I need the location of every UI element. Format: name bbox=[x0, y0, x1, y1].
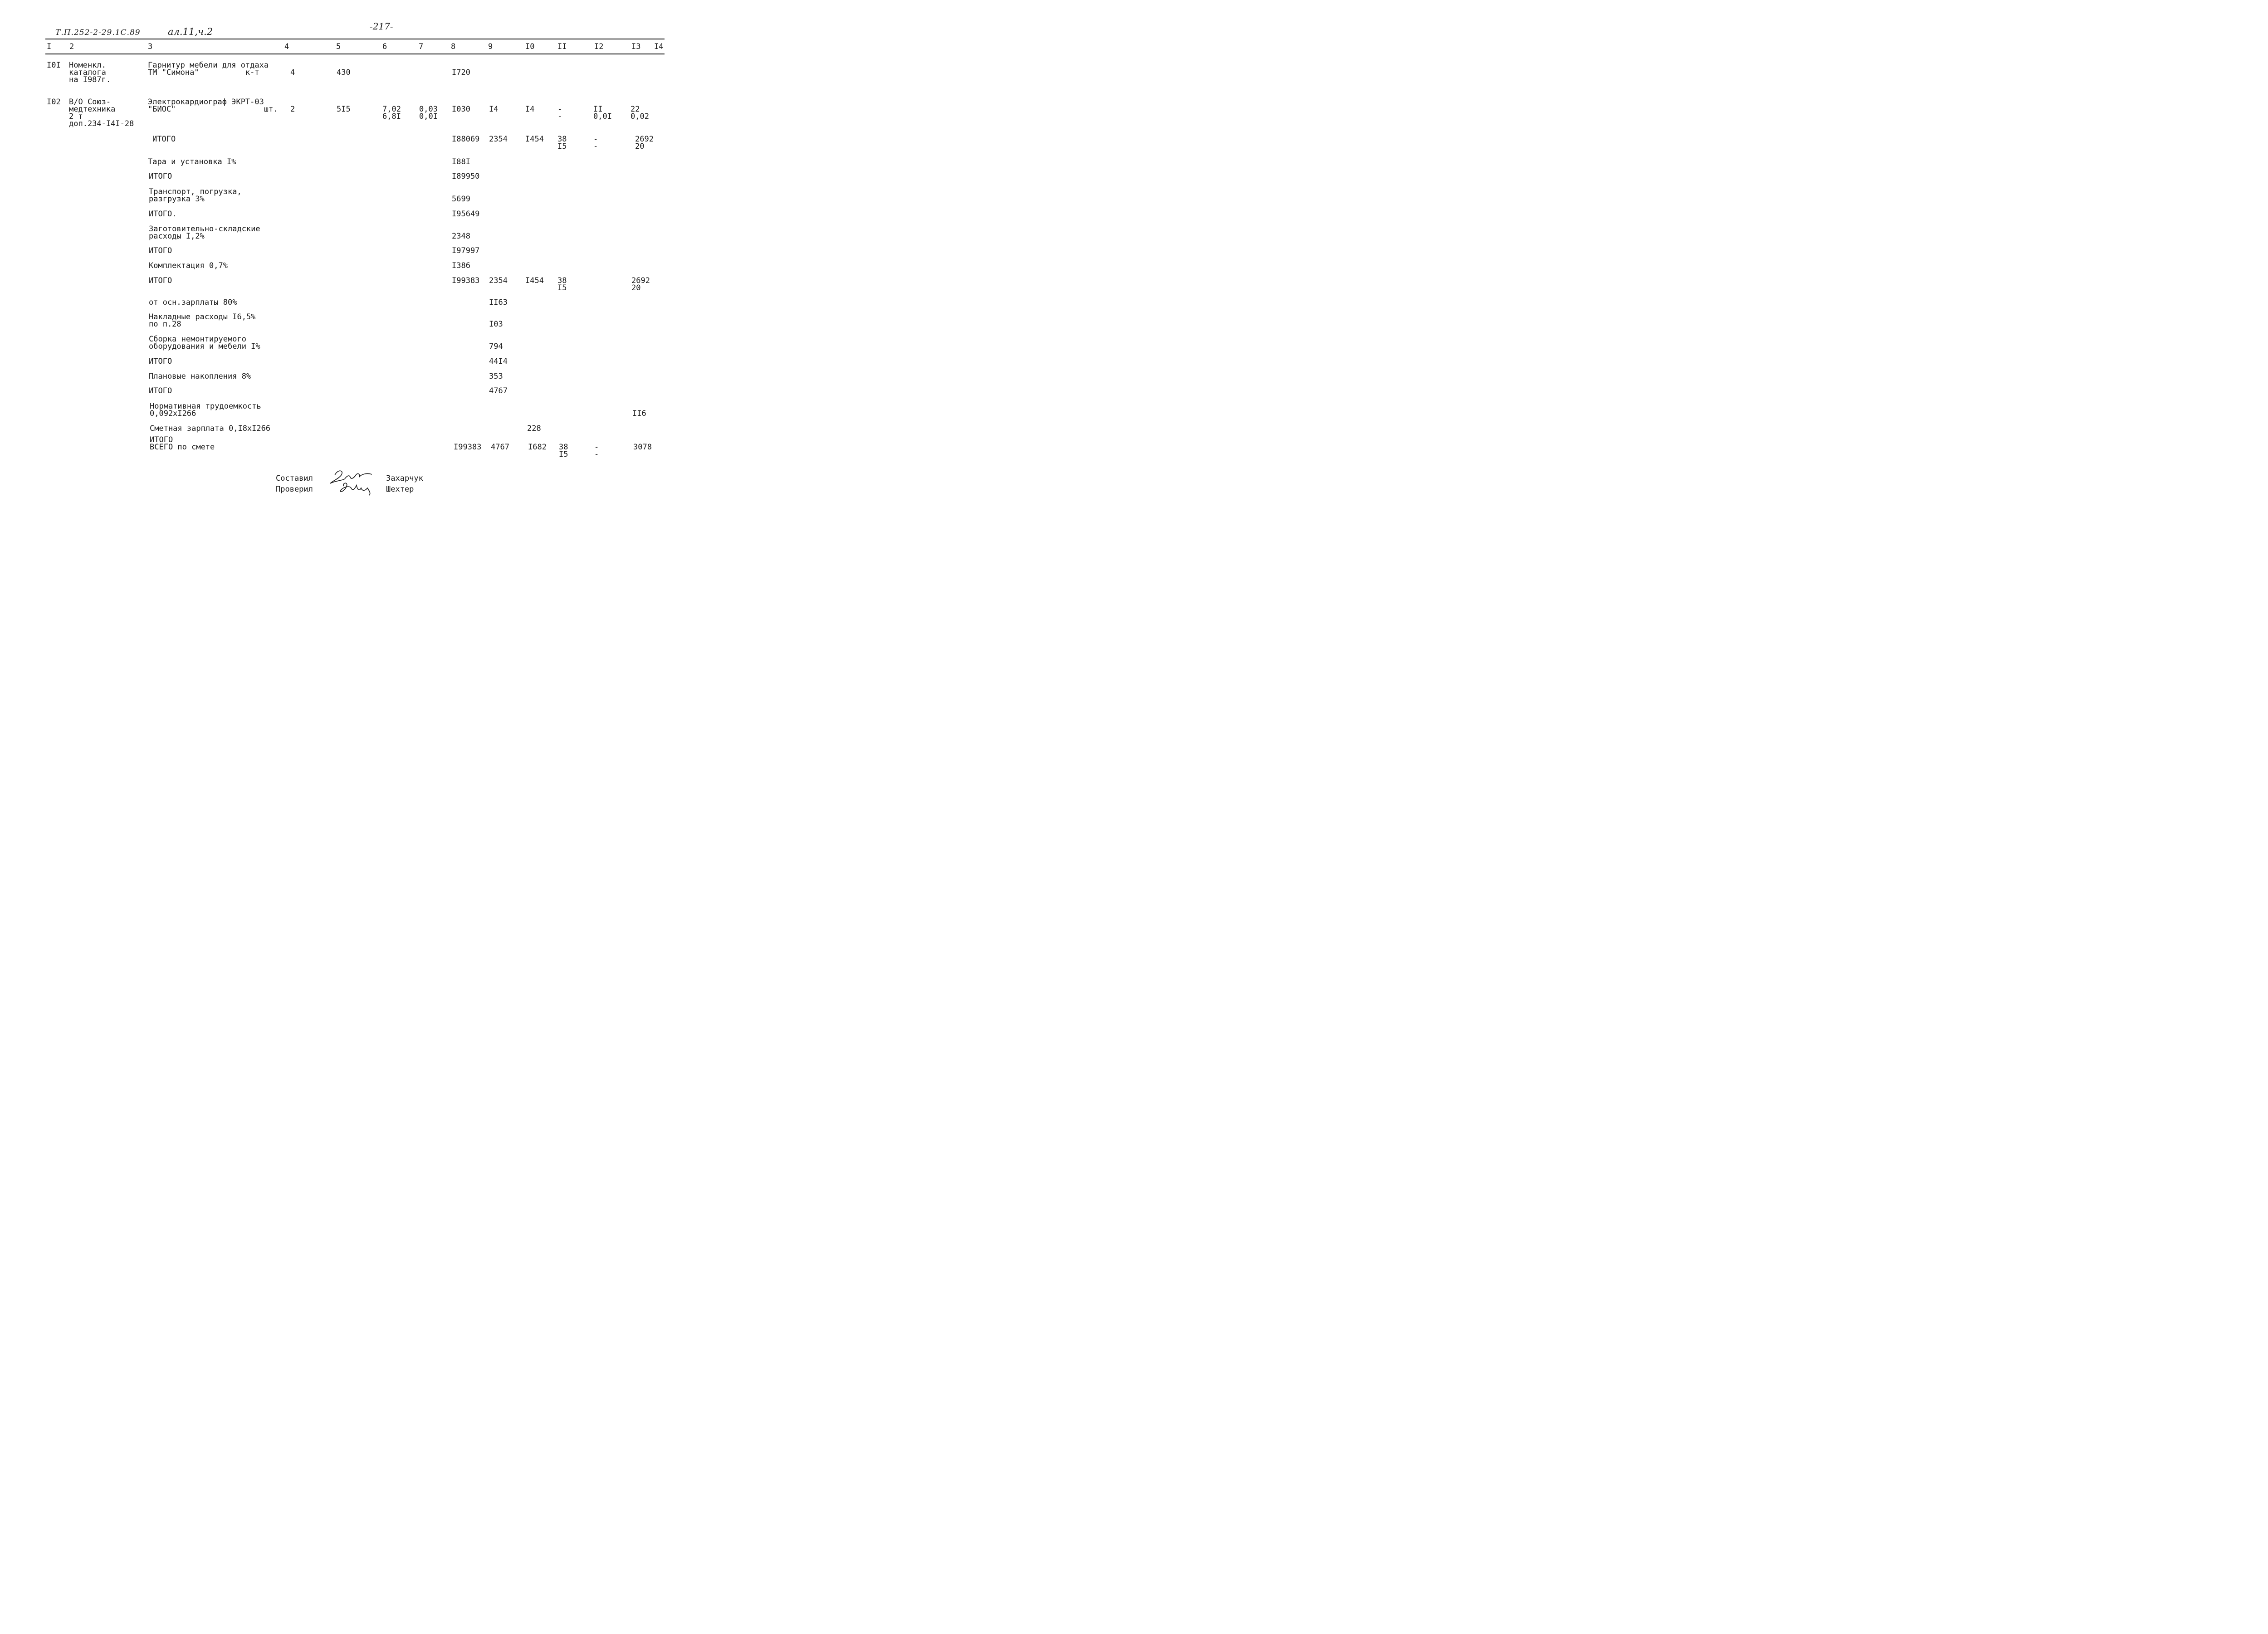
unit-price-cell: 430 bbox=[337, 68, 351, 77]
row-label: ИТОГО ВСЕГО по смете bbox=[150, 435, 215, 452]
item-name: Гарнитур мебели для отдаха ТМ "Симона" к-т bbox=[148, 61, 269, 77]
row-label: ИТОГО bbox=[149, 276, 172, 285]
total-cost-cell: I89950 bbox=[452, 172, 480, 181]
column-9-cell: 794 bbox=[489, 342, 503, 351]
handwritten-signature bbox=[328, 465, 378, 498]
column-header: II bbox=[557, 42, 567, 51]
total-cost-cell: I030 bbox=[452, 105, 470, 114]
row-label: Плановые накопления 8% bbox=[149, 372, 251, 381]
row-label: Заготовительно-складские расходы I,2% bbox=[149, 224, 260, 241]
column-10-cell: I682 bbox=[528, 443, 547, 452]
total-cost-cell: I720 bbox=[452, 68, 470, 77]
quantity-cell: 4 bbox=[290, 68, 295, 77]
row-label: Накладные расходы I6,5% по п.28 bbox=[149, 312, 256, 329]
price-source: В/О Союз- медтехника 2 т доп.234-I4I-28 bbox=[69, 98, 134, 128]
checked-by-label: Проверил bbox=[276, 485, 313, 494]
column-9-cell: 4767 bbox=[489, 386, 508, 395]
total-cost-cell: I386 bbox=[452, 261, 470, 270]
row-label: ИТОГО bbox=[149, 246, 172, 255]
column-9-cell: I03 bbox=[489, 320, 503, 329]
column-header: 5 bbox=[336, 42, 341, 51]
unit-price-cell: 5I5 bbox=[337, 105, 351, 114]
column-header: 4 bbox=[284, 42, 289, 51]
document-reference: Т.П.252-2-29.1С.89 bbox=[55, 28, 141, 37]
total-cost-cell: I99383 bbox=[452, 276, 480, 285]
row-label: Сборка немонтируемого оборудования и мебели I% bbox=[149, 335, 260, 351]
column-10-cell: I4 bbox=[525, 105, 535, 114]
column-header: I bbox=[47, 42, 52, 51]
row-label: ИТОГО. bbox=[149, 210, 177, 219]
column-header: I3 bbox=[631, 42, 641, 51]
column-11-cell: 38 I5 bbox=[557, 135, 567, 151]
column-13-cell: 22 0,02 bbox=[631, 105, 649, 121]
column-9-cell: 4767 bbox=[491, 443, 509, 452]
column-6-cell: 7,02 6,8I bbox=[382, 105, 401, 121]
page-number: -217- bbox=[370, 21, 393, 32]
column-header: I4 bbox=[654, 42, 664, 51]
total-cost-cell: 2348 bbox=[452, 232, 470, 241]
column-9-cell: 2354 bbox=[489, 135, 508, 144]
column-7-cell: 0,03 0,0I bbox=[419, 105, 438, 121]
column-11-cell: 38 I5 bbox=[557, 276, 567, 293]
row-label: Комплектация 0,7% bbox=[149, 261, 228, 270]
column-10-cell: I454 bbox=[525, 276, 544, 285]
column-12-cell: II 0,0I bbox=[593, 105, 612, 121]
column-12-cell: - - bbox=[593, 135, 598, 151]
total-cost-cell: 5699 bbox=[452, 195, 470, 204]
column-header: 7 bbox=[419, 42, 424, 51]
row-number: I02 bbox=[47, 98, 61, 107]
price-source: Номенкл. каталога на I987г. bbox=[69, 61, 111, 84]
row-label: Сметная зарплата 0,I8хI266 bbox=[150, 424, 271, 433]
row-number: I0I bbox=[47, 61, 61, 70]
row-label: от осн.зарплаты 80% bbox=[149, 298, 237, 307]
column-header: 3 bbox=[148, 42, 153, 51]
column-header: 9 bbox=[488, 42, 493, 51]
column-13-cell: 2692 20 bbox=[631, 276, 650, 293]
column-13-cell: 3078 bbox=[633, 443, 652, 452]
column-header: 6 bbox=[382, 42, 387, 51]
checked-by-name: Шехтер bbox=[386, 485, 414, 494]
column-header: 8 bbox=[451, 42, 456, 51]
row-label: ИТОГО bbox=[149, 386, 172, 395]
column-9-cell: 353 bbox=[489, 372, 503, 381]
item-name: Электрокардиограф ЭКРТ-03 "БИОС" шт. bbox=[148, 98, 278, 114]
row-label: ИТОГО bbox=[152, 135, 176, 144]
compiled-by-label: Составил bbox=[276, 474, 313, 483]
total-cost-cell: I88I bbox=[452, 157, 470, 166]
column-9-cell: 2354 bbox=[489, 276, 508, 285]
total-cost-cell: I88069 bbox=[452, 135, 480, 144]
column-13-cell: 2692 20 bbox=[635, 135, 654, 151]
column-9-cell: II63 bbox=[489, 298, 508, 307]
column-11-cell: 38 I5 bbox=[559, 443, 568, 459]
column-header: 2 bbox=[69, 42, 74, 51]
column-10-cell: I454 bbox=[525, 135, 544, 144]
row-label: ИТОГО bbox=[149, 357, 172, 366]
column-header: I0 bbox=[525, 42, 535, 51]
total-cost-cell: I95649 bbox=[452, 210, 480, 219]
total-cost-cell: I97997 bbox=[452, 246, 480, 255]
row-label: ИТОГО bbox=[149, 172, 172, 181]
column-11-cell: - - bbox=[557, 105, 562, 121]
column-13-cell: II6 bbox=[632, 409, 646, 418]
total-cost-cell: I99383 bbox=[454, 443, 482, 452]
estimate-page bbox=[0, 0, 708, 499]
row-label: Транспорт, погрузка, разгрузка 3% bbox=[149, 187, 242, 204]
quantity-cell: 2 bbox=[290, 105, 295, 114]
column-9-cell: I4 bbox=[489, 105, 499, 114]
column-header: I2 bbox=[594, 42, 604, 51]
column-9-cell: 44I4 bbox=[489, 357, 508, 366]
row-label: Нормативная трудоемкость 0,092хI266 bbox=[150, 402, 261, 418]
column-12-cell: - - bbox=[594, 443, 599, 459]
column-10-cell: 228 bbox=[527, 424, 541, 433]
row-label: Тара и установка I% bbox=[148, 157, 236, 166]
compiled-by-name: Захарчук bbox=[386, 474, 423, 483]
album-reference: ал.11,ч.2 bbox=[168, 26, 213, 37]
